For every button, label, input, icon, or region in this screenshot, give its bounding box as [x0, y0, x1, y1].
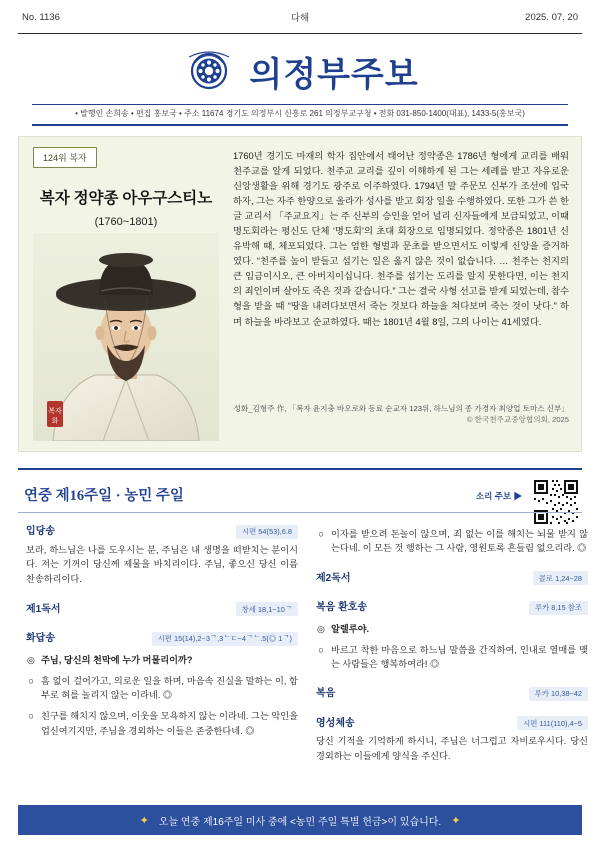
- liturgy-item-header: [26, 522, 298, 539]
- scripture-reference: 콜로 1,24~28: [533, 571, 588, 585]
- qr-code-icon[interactable]: [532, 478, 580, 526]
- liturgy-item-title: 영성체송: [316, 717, 355, 729]
- masthead-divider: [32, 104, 568, 105]
- liturgy-item-title: 복음: [316, 688, 336, 700]
- svg-text:복자: 복자: [48, 407, 62, 415]
- response-marker-icon: ○: [318, 644, 324, 655]
- responsorial-verse: [26, 674, 298, 703]
- beatification-badge: 124위 복자: [33, 147, 97, 168]
- diamond-icon: ✦: [139, 814, 149, 827]
- responsorial-verse-text: 바르고 착한 마음으로 하느님 말씀을 간직하여, 인내로 열매를 맺는 사람들은 행복하여라! ◎: [331, 644, 588, 669]
- liturgical-year: 다해: [290, 13, 310, 24]
- response-marker-icon: ○: [28, 711, 34, 722]
- responsorial-verse-text: 알렐루야.: [331, 623, 370, 634]
- responsorial-verse: [316, 643, 588, 672]
- liturgy-item-text: 당신 기적을 기억하게 하시니, 주님은 너그럽고 자비로우시다. 당신 경외하는 이들에게 양식을 주신다.: [316, 736, 588, 761]
- responsorial-verse: [316, 622, 588, 636]
- responsorial-verse: [26, 653, 298, 667]
- saint-name: 복자 정약종 아우구스티노: [39, 190, 213, 207]
- feature-article-paragraph: 1760년 경기도 마재의 학자 집안에서 태어난 정약종은 1786년 형에게 교리를 배워 천주교를 알게 되었다. 천주교 교리를 깊이 이해하게 된 그는 세례를 받고 자유로운 신앙생활을 위해 경기도 광주로 이주하였다. 1794년 말 주문모 신부가 조선에 입국하자, 그는 자주 한양으로 올라가 성사를 받고 회장 일을 수행하였다. 또한 그가 쓴 한글 교리서 「주교요지」는 주 신부의 승인을 얻어 널리 신자들에게 보급되었고, 이때 명도회라는 평신도 단체 ‘명도회’의 초대 회장으로 임명되었다. 정약종은 1801년 신유박해 때, 체포되었다. 그는 엄한 형벌과 문초를 받으면서도 이렇게 신앙을 증거하였다. “천주를 높이 받들고 섬기는 일은 옳지 않은 것이 없습니다. … 천주는 천지의 큰 임금이시오, 큰 아버지이십니다. 천주를 섬기는 도리를 알지 못한다면, 이는 천지의 죄인이며 살아도 죽은 것과 같습니다.” 그는 결국 사형 선고를 받게 되었는데, 참수형을 받을 때 “땅을 내려다보면서 죽는 것보다 하늘을 쳐다보며 죽는 것이 낫다.” 하며 하늘을 바라보고 순교하였다. 때는 1801년 4월 8일, 그의 나이는 41세였다.: [233, 151, 569, 327]
- liturgy-item-title: 입당송: [26, 526, 55, 537]
- liturgy-item-header: [316, 684, 588, 701]
- response-marker-icon: ◎: [26, 654, 36, 665]
- saint-life-years: (1760~1801): [94, 216, 158, 228]
- section-divider-bottom: [18, 512, 582, 513]
- responsorial-verse-text: 이자를 받으려 돈놀이 않으며, 죄 없는 이를 해치는 뇌물 받지 않는다네. 이 모든 것 행하는 그 사람, 영원토록 흔들림 없으리라. ◎: [331, 529, 588, 554]
- response-marker-icon: ○: [28, 675, 34, 686]
- scripture-reference: 루카 10,38~42: [529, 687, 588, 701]
- response-marker-icon: ○: [318, 529, 324, 539]
- responsorial-verse-text: 흠 없이 걸어가고, 의로운 일을 하며, 마음속 진실을 말하는 이, 함부로 혀를 놀리지 않는 이라네. ◎: [41, 675, 298, 701]
- liturgy-item-title: 제1독서: [26, 603, 61, 615]
- audio-bulletin-label[interactable]: 소리 주보 ▶: [475, 491, 522, 501]
- responsorial-verse-text: 주님, 당신의 천막에 누가 머물리이까?: [41, 654, 193, 665]
- liturgy-item-header: [316, 569, 588, 586]
- top-bar: [0, 0, 600, 34]
- svg-text:화: 화: [51, 417, 59, 425]
- diocese-emblem-icon: [181, 43, 237, 99]
- publication-title: 의정부주보: [249, 56, 419, 94]
- caption-artwork-credit: 성화_김형주 作, 「복자 윤지충 바오로와 동료 순교자 123위, 하느님의 종 가경자 최양업 토마스 신부」: [233, 404, 569, 413]
- responsorial-verse-text: 친구를 해치지 않으며, 이웃을 모욕하지 않는 이라네. 그는 악인을 업신여기지만, 주님을 경외하는 이들은 존중한다네. ◎: [41, 711, 298, 736]
- feature-article-body: [233, 149, 569, 330]
- liturgy-columns: [18, 522, 588, 812]
- footer-banner: [18, 805, 582, 835]
- section-title: 연중 제16주일 · 농민 주일: [24, 488, 184, 504]
- diamond-icon: ✦: [451, 814, 461, 827]
- publisher-contact-line: • 발행인 손희송 • 편집 홍보국 • 주소 11674 경기도 의정부시 신흥로 261 의정부교구청 • 전화 031-850-1400(대표), 1433-5(홍보국): [75, 109, 525, 118]
- liturgy-column-right: [316, 522, 588, 764]
- footer-notice-text: 오늘 연중 제16주일 미사 중에 <농민 주일 특별 헌금>이 있습니다.: [158, 816, 442, 828]
- feature-left-column: [33, 147, 219, 228]
- liturgy-item-title: 복음 환호송: [316, 602, 368, 613]
- issue-number: No. 1136: [22, 11, 60, 23]
- saint-portrait: [33, 233, 219, 441]
- liturgy-item-text: 보라, 하느님은 나를 도우시는 분, 주님은 내 생명을 떠받치는 분이시다. 저는 기꺼이 당신께 제물을 바치리이다. 주님, 좋으신 당신 이름 찬송하리이다.: [26, 544, 298, 584]
- liturgy-item-header: [26, 600, 298, 617]
- liturgy-item-header: [26, 629, 298, 646]
- liturgy-item-title: 제2독서: [316, 572, 351, 584]
- masthead: [0, 40, 600, 102]
- caption-copyright: © 한국천주교중앙협의회, 2025: [466, 415, 569, 425]
- scripture-reference: 시편 15(14),2~3ᄀ,3ᄂㄷ~4ᄀᄂ.5(◎ 1ᄀ): [152, 632, 298, 646]
- feature-caption: [233, 403, 569, 426]
- liturgy-item-header: [316, 714, 588, 731]
- liturgy-column-left: [26, 522, 298, 738]
- responsorial-verse: [316, 527, 588, 556]
- responsorial-verse: [26, 709, 298, 738]
- section-divider-top: [18, 468, 582, 470]
- publication-date: 2025. 07. 20: [525, 11, 578, 23]
- scripture-reference: 시편 54(53),6.8: [236, 525, 298, 539]
- liturgy-item-title: 화답송: [26, 633, 55, 645]
- masthead-divider-2: [32, 124, 568, 126]
- response-marker-icon: ◎: [316, 623, 326, 634]
- top-divider: [18, 33, 582, 34]
- scripture-reference: 시편 111(110),4~5: [517, 716, 588, 730]
- feature-panel: [18, 136, 582, 452]
- scripture-reference: 루카 8,15 참조: [529, 601, 588, 615]
- liturgy-item-header: [316, 598, 588, 615]
- scripture-reference: 창세 18,1~10ᄀ: [236, 602, 298, 616]
